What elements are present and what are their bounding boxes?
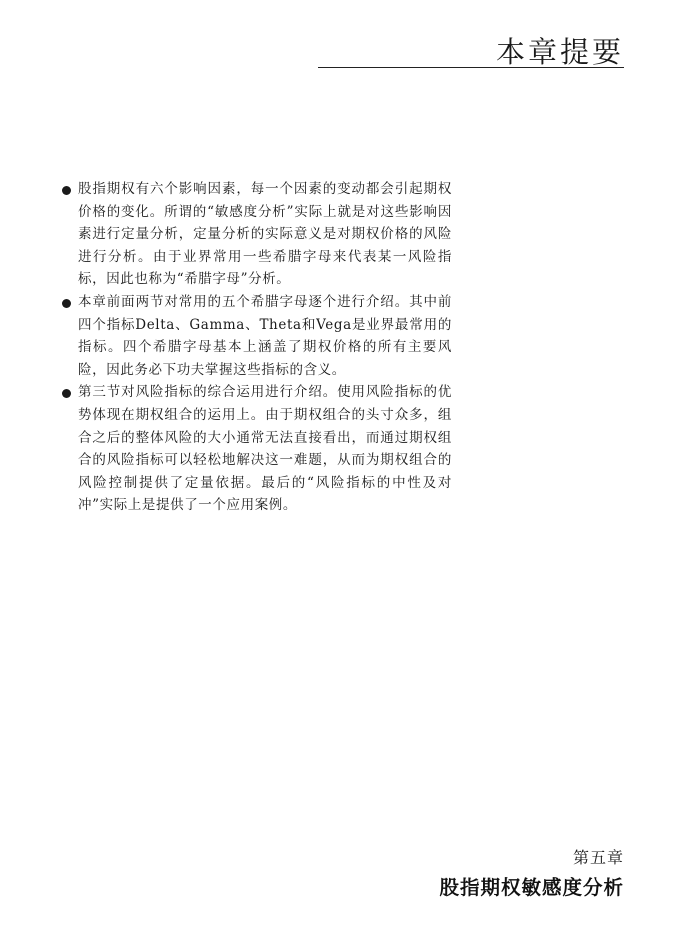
bullet-dot-icon xyxy=(62,186,71,195)
bullet-item-3 xyxy=(62,381,452,517)
bullet-item-1 xyxy=(62,178,452,291)
chapter-summary-heading: 本章提要 xyxy=(495,35,624,69)
bullet-dot-icon xyxy=(62,389,71,398)
bullet-text: 第三节对风险指标的综合运用进行介绍。使用风险指标的优势体现在期权组合的运用上。由于期权组合的头寸众多，组合之后的整体风险的大小通常无法直接看出，而通过期权组合的风险指标可以轻松地解决这一难题，从而为期权组合的风险控制提供了定量依据。最后的“风险指标的中性及对冲”实际上是提供了一个应用案例。 xyxy=(78,384,452,514)
bullet-dot-icon xyxy=(62,299,71,308)
chapter-title: 股指期权敏感度分析 xyxy=(439,876,624,899)
chapter-number: 第五章 xyxy=(572,848,624,867)
bullet-item-2 xyxy=(62,291,452,381)
summary-bullet-list xyxy=(62,178,452,517)
header-rule xyxy=(318,67,624,68)
bullet-text: 本章前面两节对常用的五个希腊字母逐个进行介绍。其中前四个指标Delta、Gamma、Theta和Vega是业界最常用的指标。四个希腊字母基本上涵盖了期权价格的所有主要风险，因此务必下功夫掌握这些指标的含义。 xyxy=(78,293,452,378)
bullet-text: 股指期权有六个影响因素，每一个因素的变动都会引起期权价格的变化。所谓的“敏感度分析”实际上就是对这些影响因素进行定量分析，定量分析的实际意义是对期权价格的风险进行分析。由于业界常用一些希腊字母来代表某一风险指标，因此也称为“希腊字母”分析。 xyxy=(78,181,452,288)
